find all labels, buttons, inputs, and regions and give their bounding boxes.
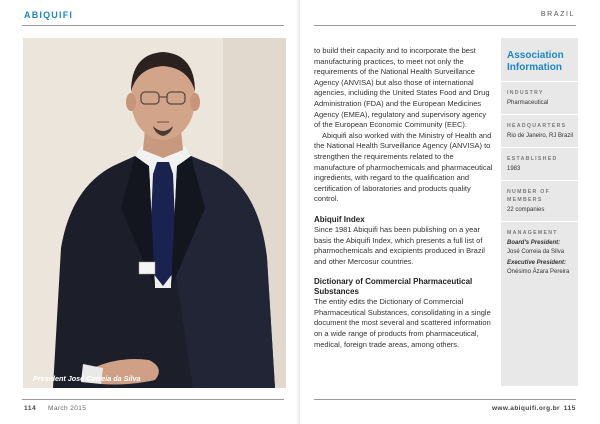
left-page-number: 114 [24, 405, 37, 412]
headquarters-label: HEADQUARTERS [507, 123, 567, 129]
photo-caption: President José Correia da Silva [33, 374, 141, 383]
section-heading: Dictionary of Commercial Pharmaceutical Substances [314, 277, 473, 297]
industry-label: INDUSTRY [507, 90, 544, 96]
president-photo [23, 38, 286, 388]
management-label: MANAGEMENT [507, 230, 558, 236]
management-section [501, 221, 578, 283]
section-heading: Abiquif Index [314, 214, 365, 224]
association-info-sidebar [501, 38, 578, 386]
body-paragraph: Since 1981 Abiquifi has been publishing on a year basis the Abiquifi Index, which presents a full list of pharmochemicals and excipients produced in Brazil and other Mercosur countries. [314, 224, 485, 266]
body-paragraph: The entity edits the Dictionary of Commercial Pharmaceutical Substances, consolidating in a single document the most several and scattered information on a wide range of products from pharmaceutical, medical, foreign trade areas, among others. [314, 297, 491, 349]
header-rule [22, 25, 284, 26]
headquarters-section [501, 114, 578, 147]
members-value: 22 companies [507, 207, 545, 213]
issue-date: March 2015 [48, 405, 87, 412]
body-paragraph: to build their capacity and to incorporate the best manufacturing practices, to meet not only the requirements of the National Health Surveillance Agency (ANVISA) but also those of international agencies, including the United States Food and Drug Administration (FDA) and the European Medicines Agency (EMEA), regulatory and supervisory agency of the European Economic Community (EEC). [314, 46, 490, 130]
established-section [501, 147, 578, 180]
board-president-name: José Correia da Silva [507, 249, 565, 255]
executive-president-name: Onésimo Ázara Pereira [507, 269, 570, 275]
established-label: ESTABLISHED [507, 156, 558, 162]
sidebar-title: Association Information [507, 50, 564, 73]
members-label: NUMBER OF MEMBERS [507, 189, 551, 203]
executive-president-role: Executive President: [507, 260, 567, 266]
header-rule [314, 25, 576, 26]
industry-section [501, 81, 578, 114]
industry-value: Pharmaceutical [507, 100, 549, 106]
body-paragraph: Abiquifi also worked with the Ministry of Health and the National Health Surveillance Agency (ANVISA) to strengthen the requirements related to the manufacture of pharmochemicals and pharmaceutical ingredients, with regard to the qualification and certification of laboratories and products quality control. [314, 130, 493, 204]
right-page [300, 0, 600, 424]
right-page-number: 115 [563, 405, 576, 412]
headquarters-value: Rio de Janeiro, RJ Brazil [507, 133, 574, 139]
board-president-role: Board's President: [507, 240, 561, 246]
president-figure [23, 38, 286, 388]
website-link[interactable]: www.abiquifi.org.br [491, 405, 560, 412]
footer-rule [314, 399, 576, 400]
established-value: 1983 [507, 166, 521, 172]
country-label: BRAZIL [540, 11, 575, 18]
article-body [314, 46, 494, 350]
brand-logo: ABIQUIFI [24, 10, 74, 20]
footer-rule [22, 399, 284, 400]
members-section [501, 180, 578, 221]
